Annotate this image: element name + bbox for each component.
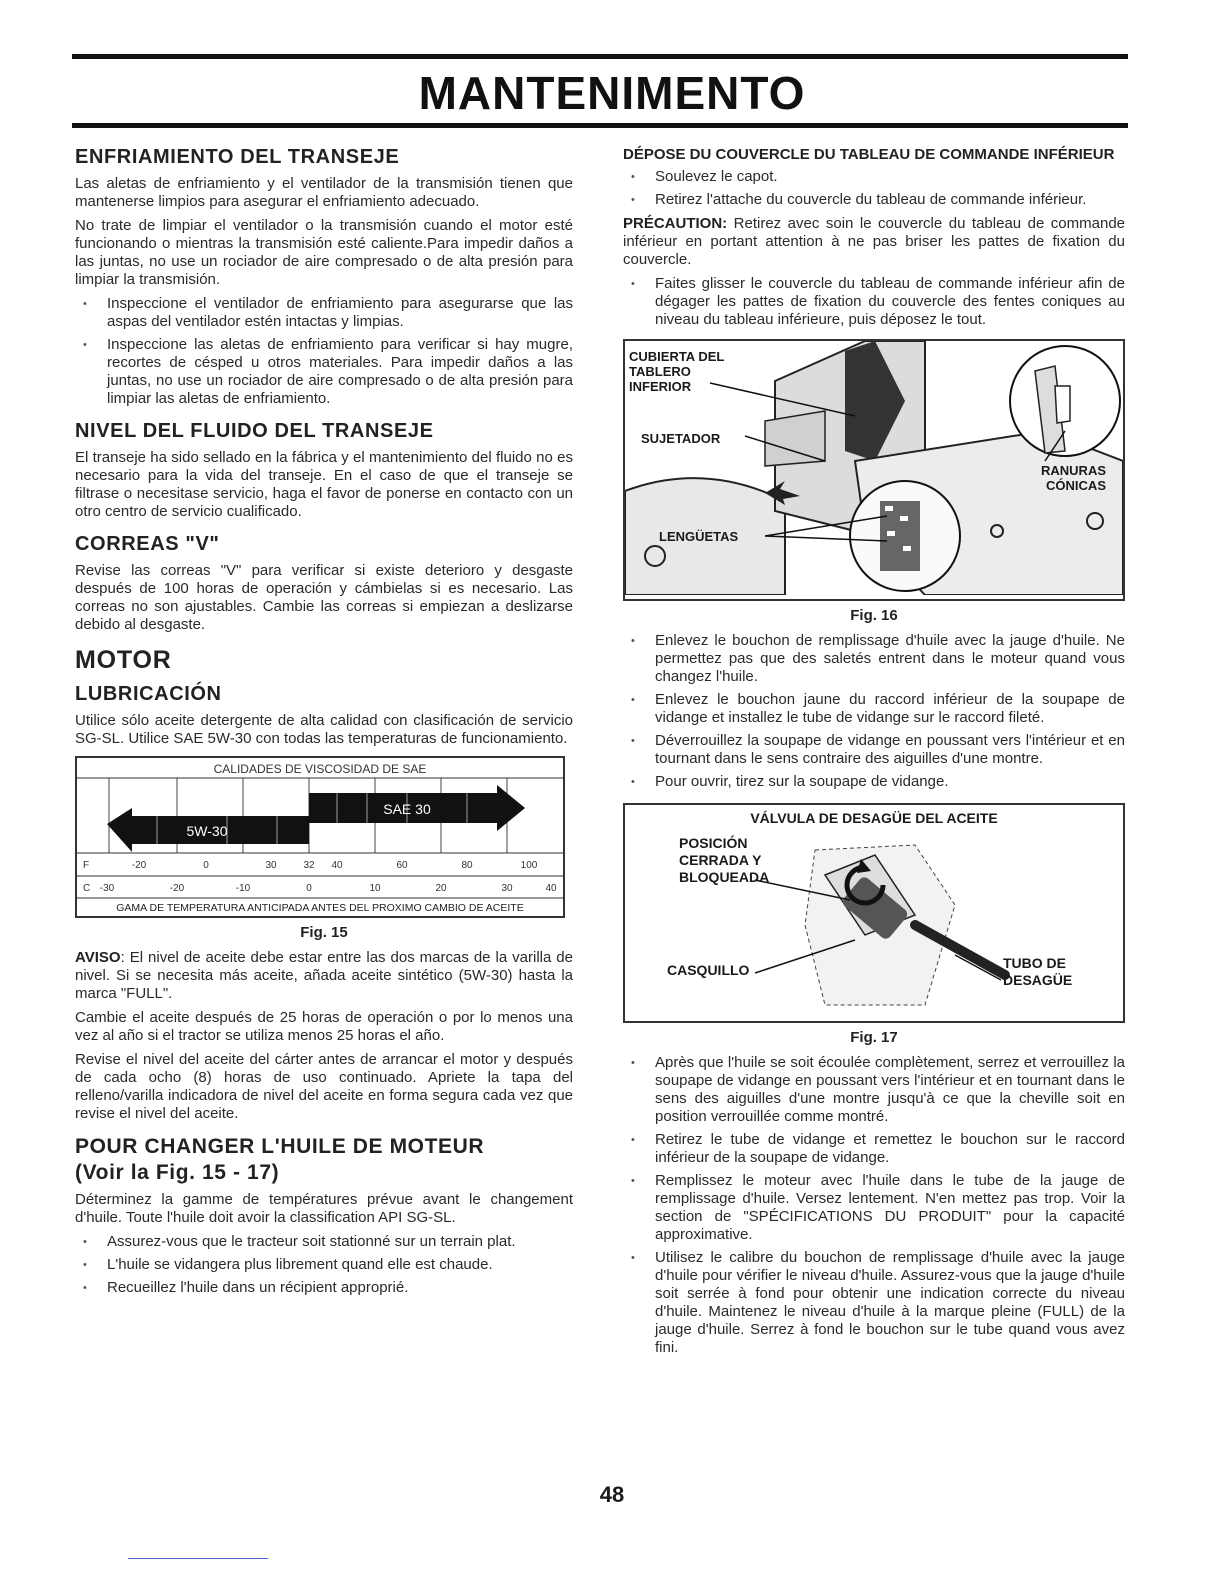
label-lenguetas: LENGÜETAS <box>659 529 739 544</box>
label-casquillo: CASQUILLO <box>667 962 750 978</box>
list-item: • Soulevez le capot. <box>623 168 1125 186</box>
label-line: CERRADA Y <box>679 852 762 868</box>
section-heading: DÉPOSE DU COUVERCLE DU TABLEAU DE COMMANDE INFÉRIEUR <box>623 146 1115 163</box>
label-tubo <box>1003 955 1072 989</box>
list-item: • Faites glisser le couvercle du tableau de commande inférieur afin de dégager les pattes de fixation du couvercle des fentes coniques au niveau du tableau inférieure, puis déposez le tout. <box>623 275 1125 329</box>
page-number: 48 <box>599 1482 625 1507</box>
c-tick-label: 10 <box>369 883 381 894</box>
f-tick-label: 80 <box>461 860 473 871</box>
label-line: RANURAS <box>1041 463 1106 478</box>
list-item: • Inspeccione el ventilador de enfriamiento para asegurarse que las aspas del ventilador estén intactas y limpias. <box>75 295 573 331</box>
paragraph: Las aletas de enfriamiento y el ventilador de la transmisión tienen que mantenerse limpios para asegurar el enfriamiento adecuado. <box>75 175 573 210</box>
section-heading: NIVEL DEL FLUIDO DEL TRANSEJE <box>75 420 434 442</box>
c-tick-label: 40 <box>545 883 557 894</box>
paragraph: Revise el nivel del aceite del cárter antes de arrancar el motor y después de cada ocho (8) horas de uso continuado. Apriete la tapa del relleno/varilla indicadora de nivel del aceite en forma segura cada vez que revise el nivel del aceite. <box>75 1051 573 1122</box>
viscosity-chart <box>75 756 565 918</box>
label-ranuras <box>1041 463 1106 493</box>
bullet-list <box>623 632 1125 791</box>
c-tick-label: 30 <box>501 883 513 894</box>
figure-caption: Fig. 16 <box>850 607 898 624</box>
section-heading: ENFRIAMIENTO DEL TRANSEJE <box>75 146 400 168</box>
f-tick-label: 40 <box>331 860 343 871</box>
c-tick-label: -20 <box>169 883 185 894</box>
c-axis-label: C <box>83 883 91 894</box>
precaution-text: Retirez avec soin le couvercle du tableau de commande inférieur en portant attention à ne pas briser les pattes de fixation du couvercle. <box>623 215 1125 268</box>
bullet-list <box>623 1054 1125 1357</box>
list-item: • Inspeccione las aletas de enfriamiento para verificar si hay mugre, recortes de césped u otros materiales. Para impedir daños a las juntas, no use un rociador de aire compresado o de alta presión para limpiar las aletas de enfriamiento. <box>75 336 573 408</box>
chart-footer: GAMA DE TEMPERATURA ANTICIPADA ANTES DEL PROXIMO CAMBIO DE ACEITE <box>116 902 524 914</box>
list-item: • Remplissez le moteur avec l'huile dans le tube de la jauge de remplissage d'huile. Versez lentement. N'en mettez pas trop. Voir la section de "SPÉCIFICATIONS DU PRODUIT" pour la capacité approximative. <box>623 1172 1125 1244</box>
label-line: CUBIERTA DEL <box>629 349 725 364</box>
paragraph: No trate de limpiar el ventilador o la transmisión cuando el motor esté funcionando o mientras la transmisión esté caliente.Para impedir daños a las juntas, no use un rociador de aire compresado o de alta presión para limpiar la transmisión. <box>75 217 573 288</box>
motor-heading: MOTOR <box>75 646 172 674</box>
f-axis-label: F <box>83 860 90 871</box>
c-tick-label: 0 <box>306 883 312 894</box>
c-tick-label: -30 <box>99 883 115 894</box>
paragraph <box>75 949 573 1003</box>
paragraph: Cambie el aceite después de 25 horas de operación o por lo menos una vez al año si el tractor se utiliza menos 25 horas el año. <box>75 1009 573 1044</box>
bullet-list <box>623 168 1125 209</box>
figure-caption: Fig. 17 <box>850 1029 898 1046</box>
section-subheading: (Voir la Fig. 15 - 17) <box>75 1161 280 1184</box>
label-line: CÓNICAS <box>1046 478 1106 493</box>
list-item: • Retirez le tube de vidange et remettez le bouchon sur le raccord inférieur de la soupape de vidange. <box>623 1131 1125 1167</box>
label-posicion <box>679 835 769 886</box>
page-title: MANTENIMENTO <box>418 67 806 119</box>
label-sujetador: SUJETADOR <box>641 431 721 446</box>
label-line: POSICIÓN <box>679 835 748 851</box>
list-item: • Après que l'huile se soit écoulée complètement, serrez et verrouillez la soupape de vidange en poussant vers l'intérieur et en tournant dans le sens des aiguilles d'une montre jusqu'à ce que la cheville soit en position verrouillée comme montré. <box>623 1054 1125 1126</box>
list-item: • L'huile se vidangera plus librement quand elle est chaude. <box>75 1256 573 1274</box>
f-tick-label: 30 <box>265 860 277 871</box>
header-rule-top <box>72 54 1128 59</box>
chart-title: CALIDADES DE VISCOSIDAD DE SAE <box>213 762 427 776</box>
figure-17 <box>623 803 1125 1023</box>
f-tick-label: 60 <box>396 860 408 871</box>
figure-16 <box>623 339 1125 601</box>
label-line: TABLERO <box>629 364 691 379</box>
label-line: INFERIOR <box>629 379 692 394</box>
f-tick-label: 32 <box>303 860 315 871</box>
section-heading: POUR CHANGER L'HUILE DE MOTEUR <box>75 1135 485 1158</box>
header-rule-bottom <box>72 123 1128 128</box>
list-item: • Recueillez l'huile dans un récipient approprié. <box>75 1279 573 1297</box>
fig17-title: VÁLVULA DE DESAGÜE DEL ACEITE <box>750 810 998 826</box>
section-heading: LUBRICACIÓN <box>75 683 222 705</box>
bullet-list <box>623 275 1125 329</box>
aviso-text: : El nivel de aceite debe estar entre las dos marcas de la varilla de nivel. Si se necesita más aceite, añada aceite sintético (5W-30) hasta la marca "FULL". <box>75 949 573 1002</box>
label-line: DESAGÜE <box>1003 972 1073 988</box>
f-tick-label: -20 <box>131 860 147 871</box>
label-line: BLOQUEADA <box>679 869 770 885</box>
5w30-label: 5W-30 <box>186 823 228 839</box>
list-item: • Enlevez le bouchon jaune du raccord inférieur de la soupape de vidange et installez le tube de vidange sur le raccord fileté. <box>623 691 1125 727</box>
paragraph: Revise las correas "V" para verificar si existe deterioro y desgaste después de 100 horas de operación y cámbielas si es necesario. Las correas no son ajustables. Cambie las correas si empiezan a deslizarse debido al desgaste. <box>75 562 573 633</box>
footer-link-line <box>128 1558 268 1559</box>
right-column <box>623 146 1125 1363</box>
viscosity-chart-graphic <box>77 758 563 916</box>
paragraph <box>623 215 1125 269</box>
bullet-list <box>75 1233 573 1297</box>
left-column <box>75 146 573 1303</box>
c-tick-label: -10 <box>235 883 251 894</box>
label-line: TUBO DE <box>1003 955 1066 971</box>
c-tick-label: 20 <box>435 883 447 894</box>
paragraph: Déterminez la gamme de températures prévue avant le changement d'huile. Toute l'huile doit avoir la classification API SG-SL. <box>75 1191 573 1226</box>
list-item: • Enlevez le bouchon de remplissage d'huile avec la jauge d'huile. Ne permettez pas que des saletés entrent dans le moteur quand vous changez l'huile. <box>623 632 1125 686</box>
precaution-label: PRÉCAUTION: <box>623 215 728 232</box>
paragraph: El transeje ha sido sellado en la fábrica y el mantenimiento del fluido no es necesario para la vida del transeje. En el caso de que el transeje se filtrase o necesitase servicio, haga el favor de ponerse en contacto con un otro centro de servicio cualificado. <box>75 449 573 520</box>
f-tick-label: 100 <box>520 860 538 871</box>
paragraph: Utilice sólo aceite detergente de alta calidad con clasificación de servicio SG-SL. Utilice SAE 5W-30 con todas las temperaturas de funcionamiento. <box>75 712 573 747</box>
sae30-label: SAE 30 <box>383 801 431 817</box>
figure-caption: Fig. 15 <box>300 924 348 941</box>
list-item: • Déverrouillez la soupape de vidange en poussant vers l'intérieur et en tournant dans le sens contraire des aiguilles d'une montre. <box>623 732 1125 768</box>
list-item: • Utilisez le calibre du bouchon de remplissage d'huile avec la jauge d'huile pour vérifier le niveau d'huile. Assurez-vous que la jauge d'huile soit serrée à fond pour obtenir une indication correcte du niveau d'huile. Maintenez le niveau d'huile à la marque pleine (FULL) de la jauge d'huile. Serrez à fond le bouchon sur le tube quand vous avez fini. <box>623 1249 1125 1357</box>
list-item: • Pour ouvrir, tirez sur la soupape de vidange. <box>623 773 1125 791</box>
list-item: • Assurez-vous que le tracteur soit stationné sur un terrain plat. <box>75 1233 573 1251</box>
section-heading: CORREAS "V" <box>75 533 220 555</box>
bullet-list <box>75 295 573 408</box>
label-cubierta <box>629 349 724 394</box>
list-item: • Retirez l'attache du couvercle du tableau de commande inférieur. <box>623 191 1125 209</box>
f-tick-label: 0 <box>203 860 209 871</box>
aviso-label: AVISO <box>75 949 121 966</box>
